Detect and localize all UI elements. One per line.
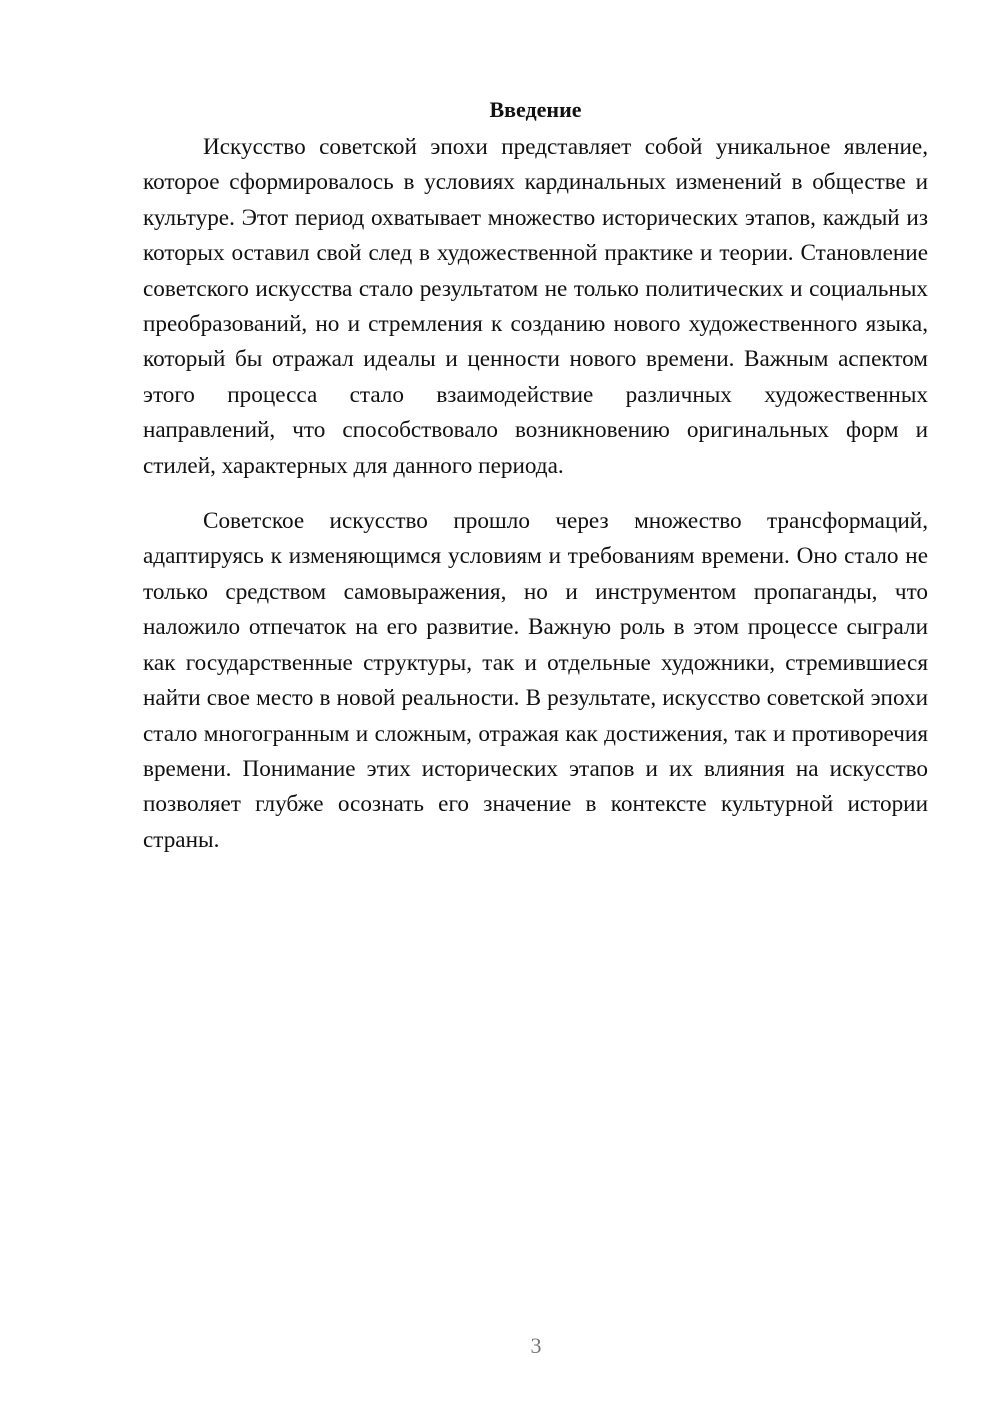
page-number: 3 [530,1333,542,1358]
paragraph-1: Искусство советской эпохи представляет собой уникальное явление, которое сформировалось в условиях кардинальных изменений в обществе и культуре. Этот период охватывает множество исторических этапов, каждый из которых оставил свой след в художественной практике и теории. Становление советского искусства стало результатом не только политических и социальных преобразований, но и стремления к созданию нового художественного языка, который бы отражал идеалы и ценности нового времени. Важным аспектом этого процесса стало взаимодействие различных художественных направлений, что способствовало возникновению оригинальных форм и стилей, характерных для данного периода. [143,134,928,479]
page-content [143,92,928,858]
paragraph-2: Советское искусство прошло через множество трансформаций, адаптируясь к изменяющимся условиям и требованиям времени. Оно стало не только средством самовыражения, но и инструментом пропаганды, что наложило отпечаток на его развитие. Важную роль в этом процессе сыграли как государственные структуры, так и отдельные художники, стремившиеся найти свое место в новой реальности. В результате, искусство советской эпохи стало многогранным и сложным, отражая как достижения, так и противоречия времени. Понимание этих исторических этапов и их влияния на искусство позволяет глубже осознать его значение в контексте культурной истории страны. [143,508,928,853]
section-heading: Введение [489,97,582,122]
